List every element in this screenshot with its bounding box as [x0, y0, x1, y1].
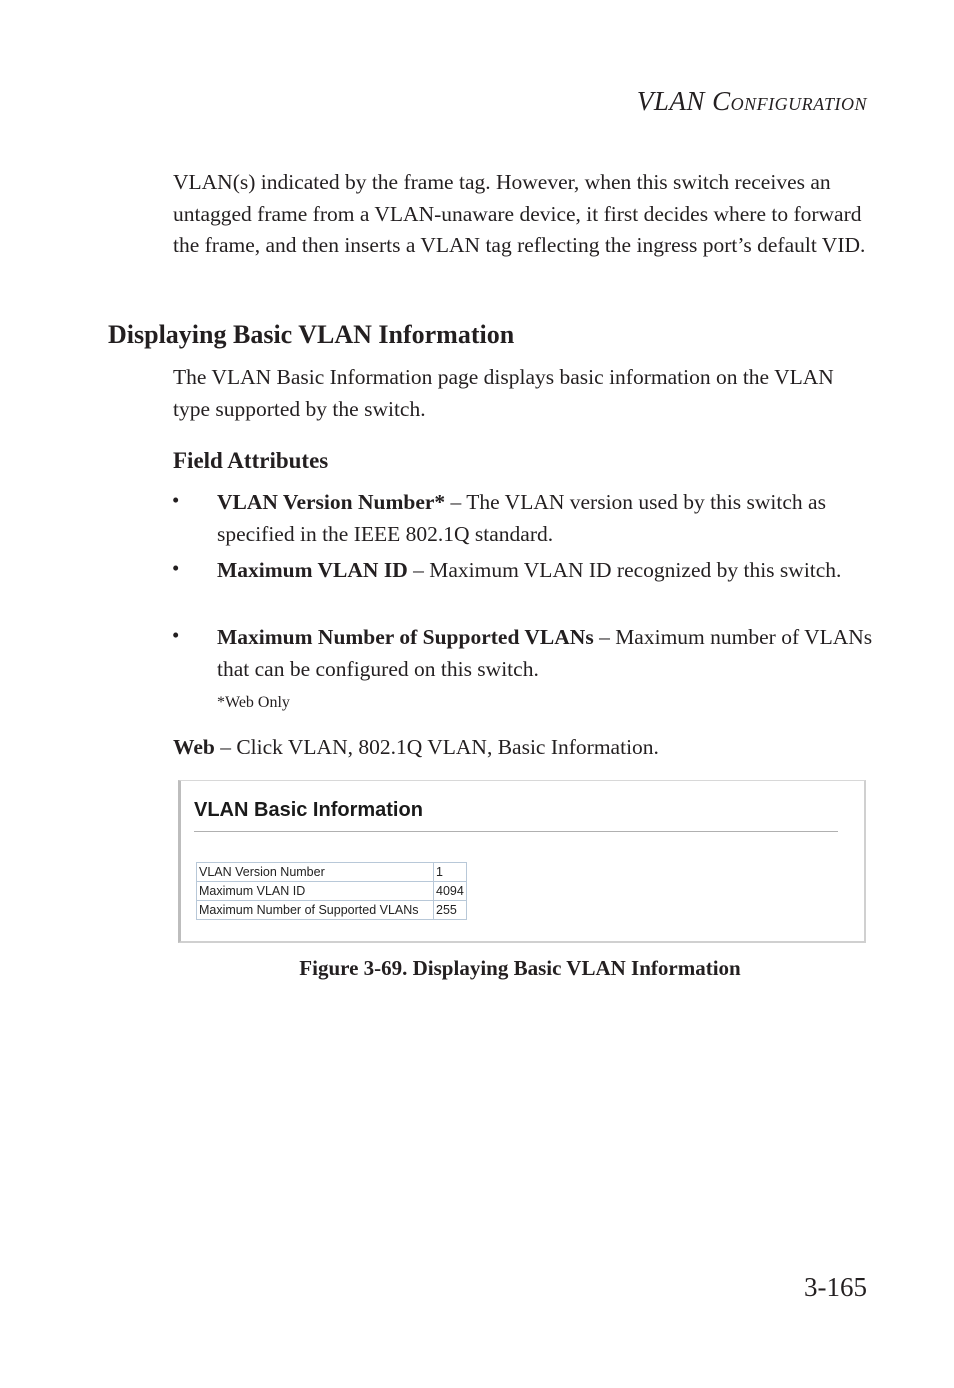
vlan-basic-info-screenshot	[178, 780, 866, 943]
intro-paragraph: VLAN(s) indicated by the frame tag. However, when this switch receives an untagged frame from a VLAN-unaware device, it first decides where to forward the frame, and then inserts a VLAN tag reflecting the ingress port’s default VID.	[173, 170, 866, 257]
section-description: The VLAN Basic Information page displays basic information on the VLAN type supported by the switch.	[173, 365, 834, 421]
table-row	[197, 882, 467, 901]
bullet-symbol: •	[172, 488, 180, 512]
vlan-info-table	[196, 862, 467, 920]
row-value: 1	[434, 863, 467, 882]
bullet-term: Maximum Number of Supported VLANs	[217, 625, 594, 649]
bullet-item	[217, 622, 877, 685]
row-label: VLAN Version Number	[197, 863, 434, 882]
bullet-item	[217, 487, 877, 550]
web-only-note: *Web Only	[217, 694, 290, 711]
web-label: Web	[173, 735, 215, 759]
row-label: Maximum Number of Supported VLANs	[197, 901, 434, 920]
bullet-item	[217, 555, 877, 587]
header-title-main: VLAN	[636, 86, 713, 116]
section-heading: Displaying Basic VLAN Information	[108, 320, 515, 349]
page-number: 3-165	[804, 1272, 867, 1302]
bullet-description: – Maximum number of VLANs that can be configured on this switch.	[217, 625, 873, 681]
table-row	[197, 863, 467, 882]
bullet-term: VLAN Version Number*	[217, 490, 446, 514]
web-instruction	[173, 735, 659, 760]
running-header	[637, 86, 867, 117]
row-value: 4094	[434, 882, 467, 901]
figure-caption: Figure 3-69. Displaying Basic VLAN Information	[299, 956, 741, 980]
bullet-symbol: •	[172, 623, 180, 647]
header-title-smallcaps: ONFIGURATION	[730, 94, 867, 114]
bullet-description: – The VLAN version used by this switch as specified in the IEEE 802.1Q standard.	[217, 490, 826, 546]
row-label: Maximum VLAN ID	[197, 882, 434, 901]
screenshot-divider	[194, 831, 838, 832]
table-row	[197, 901, 467, 920]
field-attributes-heading: Field Attributes	[173, 448, 329, 473]
screenshot-title: VLAN Basic Information	[194, 799, 423, 821]
bullet-symbol: •	[172, 556, 180, 580]
row-value: 255	[434, 901, 467, 920]
header-title-initial: C	[712, 86, 731, 116]
bullet-description: – Maximum VLAN ID recognized by this switch.	[407, 558, 842, 582]
bullet-term: Maximum VLAN ID	[217, 558, 408, 582]
web-instruction-text: – Click VLAN, 802.1Q VLAN, Basic Information.	[214, 735, 659, 759]
